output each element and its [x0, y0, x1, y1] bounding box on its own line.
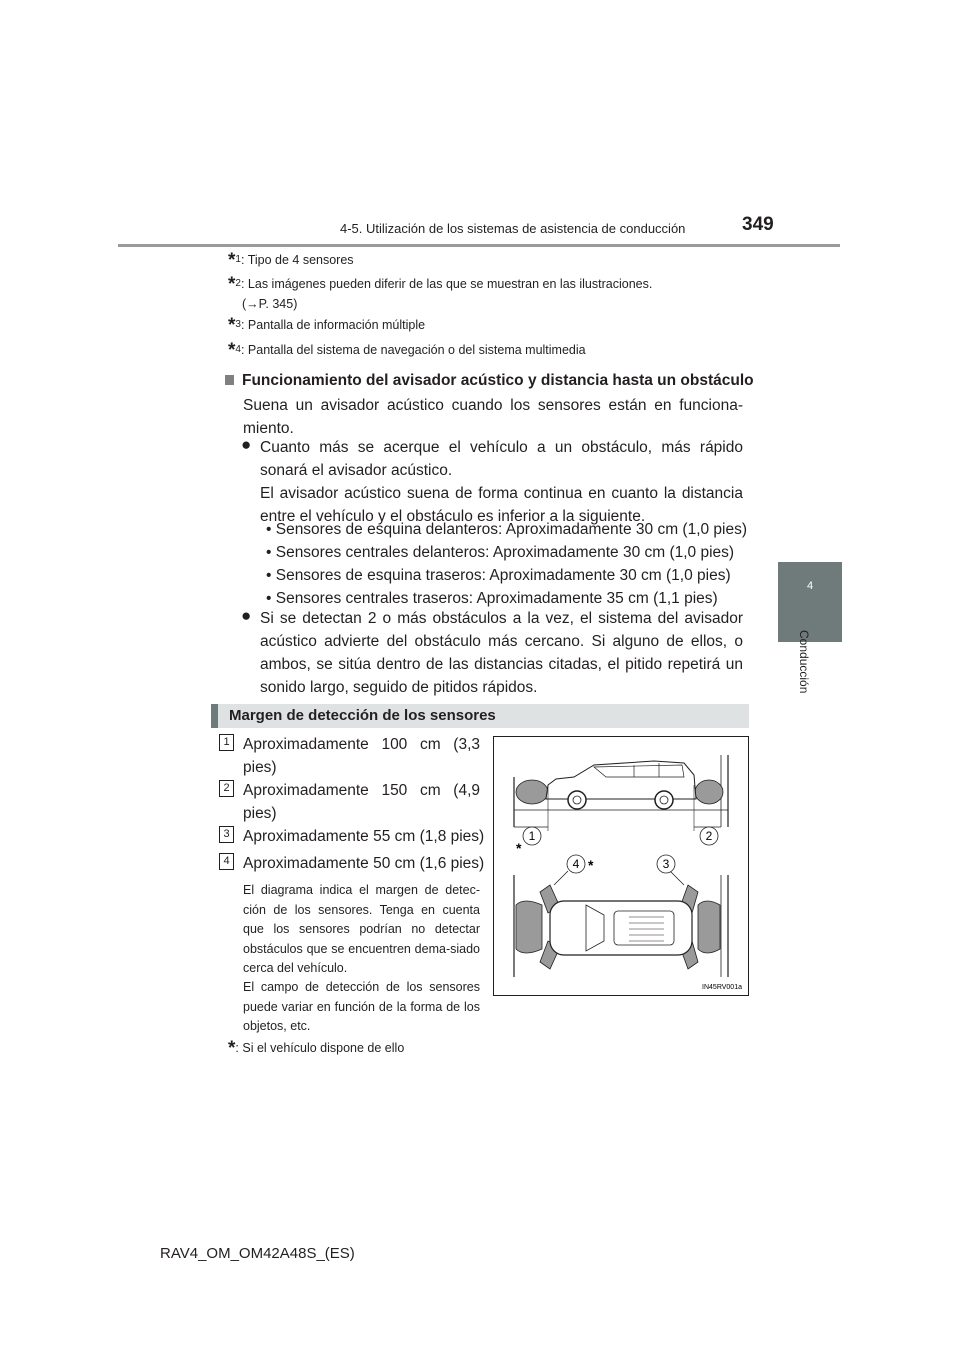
- item-number-3: 3: [219, 826, 234, 843]
- car-top-icon: [550, 901, 692, 955]
- buzzer-heading: [225, 372, 754, 390]
- footnote-sup: 2: [235, 278, 241, 289]
- detection-heading-bar: [211, 704, 749, 728]
- chapter-label-text: Conducción: [797, 630, 811, 694]
- footnote-star: *: [228, 315, 236, 336]
- footnote-4: [228, 340, 586, 361]
- callout-3-label: 3: [662, 857, 670, 871]
- top-rear-center-lobe: [698, 901, 720, 953]
- buzzer-heading-text: Funcionamiento del avisador acústico y distancia hasta un obstáculo: [242, 372, 754, 389]
- footnote-2: [228, 274, 653, 295]
- footnote-text: : Tipo de 4 sensores: [240, 253, 354, 267]
- footnote-3: [228, 315, 426, 336]
- sensor-range-diagram: [493, 736, 749, 996]
- footnote-star: *: [228, 1038, 236, 1059]
- footnote-sup: 3: [235, 319, 241, 330]
- footnote-star: *: [228, 340, 236, 361]
- rear-wheel: [655, 791, 673, 809]
- chapter-number: 4: [806, 580, 814, 592]
- detection-heading: Margen de detección de los sensores: [229, 707, 496, 724]
- document-code: RAV4_OM_OM42A48S_(ES): [160, 1245, 355, 1262]
- range-item-4: Aproximadamente 50 cm (1,6 pies): [243, 855, 485, 872]
- footnote-1: [228, 250, 354, 271]
- footnote-text: : Pantalla de información múltiple: [240, 318, 426, 332]
- bullet-1-text: Cuanto más se acerque el vehículo a un obstáculo, más rápido sonará el avisador acústico.: [260, 439, 743, 479]
- footnote-star: *: [228, 250, 236, 271]
- callout-1-label: 1: [528, 829, 536, 843]
- callout-2-label: 2: [705, 829, 713, 843]
- detection-note-1: El diagrama indica el margen de detec-ción de los sensores. Tenga en cuenta que los sensores podrían no detectar obstáculos que se encuentren dema-siado cerca del vehículo.: [243, 883, 480, 975]
- distance-item-4: • Sensores centrales traseros: Aproximadamente 35 cm (1,1 pies): [266, 590, 718, 607]
- rear-sensor-lobe: [695, 780, 723, 804]
- range-item-3: Aproximadamente 55 cm (1,8 pies): [243, 828, 485, 845]
- item-number-1: 1: [219, 734, 234, 751]
- availability-note: [228, 1038, 405, 1059]
- top-front-center-lobe: [516, 901, 542, 953]
- footnote-text: : Las imágenes pueden diferir de las que se muestran en las ilustraciones.: [240, 277, 653, 291]
- bullet-2-text: Si se detectan 2 o más obstáculos a la vez, el sistema del avisador acústico advierte del obstáculo más cercano. Si alguno de ellos, o ambos, se sitúa dentro de las distancias citadas, el pitido repetirá un sonido largo, seguido de pitidos rápidos.: [260, 610, 743, 696]
- detection-note-2: El campo de detección de los sensores puede variar en función de la forma de los objetos, etc.: [243, 980, 480, 1033]
- footnote-2-continuation: (→P. 345): [242, 297, 298, 311]
- chapter-label: [797, 630, 823, 710]
- bullet-1-text-2: El avisador acústico suena de forma continua en cuanto la distancia entre el vehículo y el obstáculo es inferior a la siguiente.: [260, 485, 743, 525]
- figure-code: IN45RV001a: [702, 984, 742, 991]
- footnote-text: : Pantalla del sistema de navegación o del sistema multimedia: [240, 343, 586, 357]
- footnote-star: *: [228, 274, 236, 295]
- availability-note-text: : Si el vehículo dispone de ello: [235, 1041, 405, 1055]
- dimension-4: [554, 871, 568, 885]
- range-item-1: Aproximadamente 100 cm (3,3 pies): [243, 736, 480, 776]
- star-mark: *: [516, 840, 522, 856]
- heading-square-icon: [225, 375, 234, 385]
- distance-item-1: • Sensores de esquina delanteros: Aproximadamente 30 cm (1,0 pies): [266, 521, 748, 538]
- callout-4-label: 4: [572, 857, 580, 871]
- bullet-dot-icon: ●: [241, 435, 252, 454]
- section-title: 4-5. Utilización de los sistemas de asistencia de conducción: [340, 221, 686, 236]
- page-number: 349: [742, 214, 774, 235]
- item-number-2: 2: [219, 780, 234, 797]
- bullet-dot-icon: ●: [241, 606, 252, 625]
- front-wheel: [568, 791, 586, 809]
- distance-item-3: • Sensores de esquina traseros: Aproximadamente 30 cm (1,0 pies): [266, 567, 731, 584]
- sensor-range-svg: [494, 737, 748, 995]
- header-rule: [118, 244, 840, 247]
- footnote-sup: 4: [235, 344, 241, 355]
- star-mark: *: [588, 857, 594, 873]
- footnote-sup: 1: [235, 254, 241, 265]
- distance-item-2: • Sensores centrales delanteros: Aproximadamente 30 cm (1,0 pies): [266, 544, 735, 561]
- buzzer-intro: Suena un avisador acústico cuando los sensores están en funciona-miento.: [243, 397, 743, 437]
- front-sensor-lobe: [516, 780, 548, 804]
- dimension-3: [670, 871, 684, 885]
- range-item-2: Aproximadamente 150 cm (4,9 pies): [243, 782, 480, 822]
- item-number-4: 4: [219, 853, 234, 870]
